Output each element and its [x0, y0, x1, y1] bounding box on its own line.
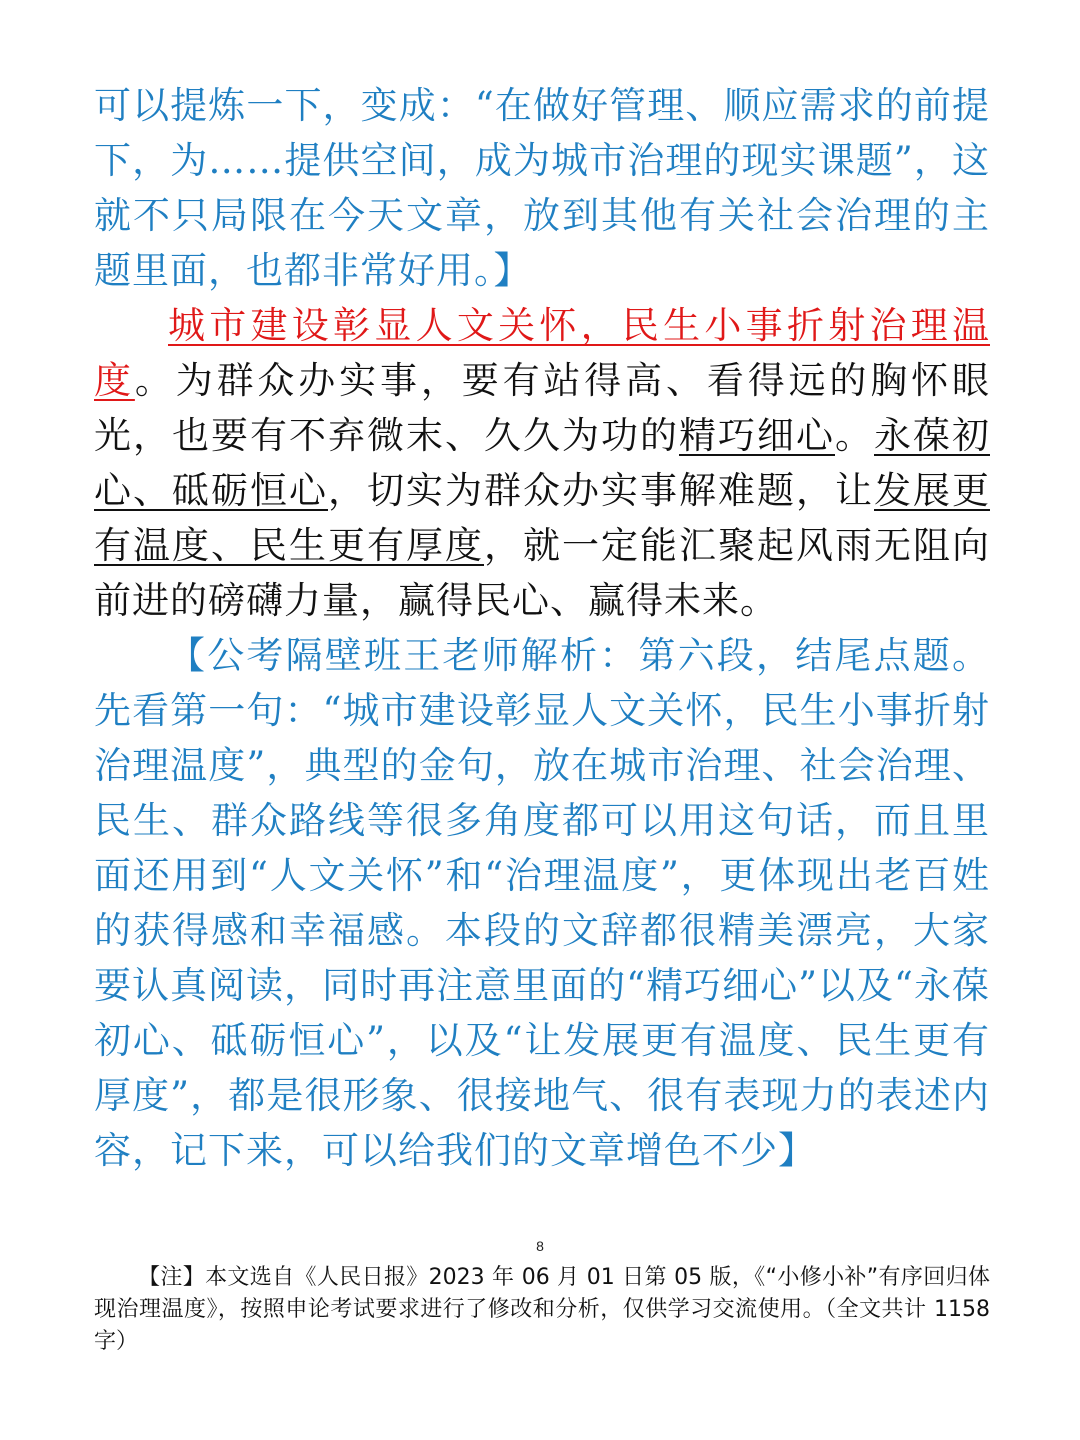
analysis-text: 【公考隔壁班王老师解析：第六段，结尾点题。先看第一句：“城市建设彰显人文关怀，民生小事折射治理温度”，典型的金句，放在城市治理、社会治理、民生、群众路线等很多角度都可以用这句话，而且里面还用到“人文关怀”和“治理温度”，更体现出老百姓的获得感和幸福感。本段的文辞都很精美漂亮，大家要认真阅读，同时再注意里面的“精巧细心”以及“永葆初心、砥砺恒心”，以及“让发展更有温度、民生更有厚度”，都是很形象、很接地气、很有表现力的表述内容，记下来，可以给我们的文章增色不少】 — [94, 634, 990, 1172]
article-paragraph-six — [94, 298, 990, 628]
analysis-text: 可以提炼一下，变成：“在做好管理、顺应需求的前提下，为……提供空间，成为城市治理的现实课题”，这就不只局限在今天文章，放到其他有关社会治理的主题里面，也都非常好用。】 — [94, 84, 990, 292]
underlined-phrase: 发展更有温度、民生更有厚度 — [94, 469, 990, 567]
analysis-paragraph-continued — [94, 78, 990, 298]
article-text-segment: 。为群众办实事，要有站得高、看得远的胸怀眼光，也要有不弃微末、久久为功的 — [94, 359, 991, 457]
underlined-phrase: 精巧细心 — [679, 414, 835, 457]
article-text-segment: ，切实为群众办实事解难题，让 — [328, 469, 874, 512]
key-sentence-heading: 城市建设彰显人文关怀，民生小事折射治理温度 — [94, 304, 990, 402]
source-note-text: 【注】本文选自《人民日报》2023 年 06 月 01 日第 05 版，《“小修小补”有序回归体现治理温度》，按照申论考试要求进行了修改和分析，仅供学习交流使用。（全文共计 1158 字） — [94, 1265, 990, 1354]
page-number: 8 — [536, 1238, 544, 1254]
source-note — [94, 1262, 990, 1358]
analysis-paragraph — [94, 628, 990, 1178]
underlined-phrase: 永葆初心、砥砺恒心 — [94, 414, 990, 512]
article-text-segment: 。 — [835, 414, 874, 457]
article-text-segment: ，就一定能汇聚起风雨无阻向前进的磅礴力量，赢得民心、赢得未来。 — [94, 524, 990, 622]
